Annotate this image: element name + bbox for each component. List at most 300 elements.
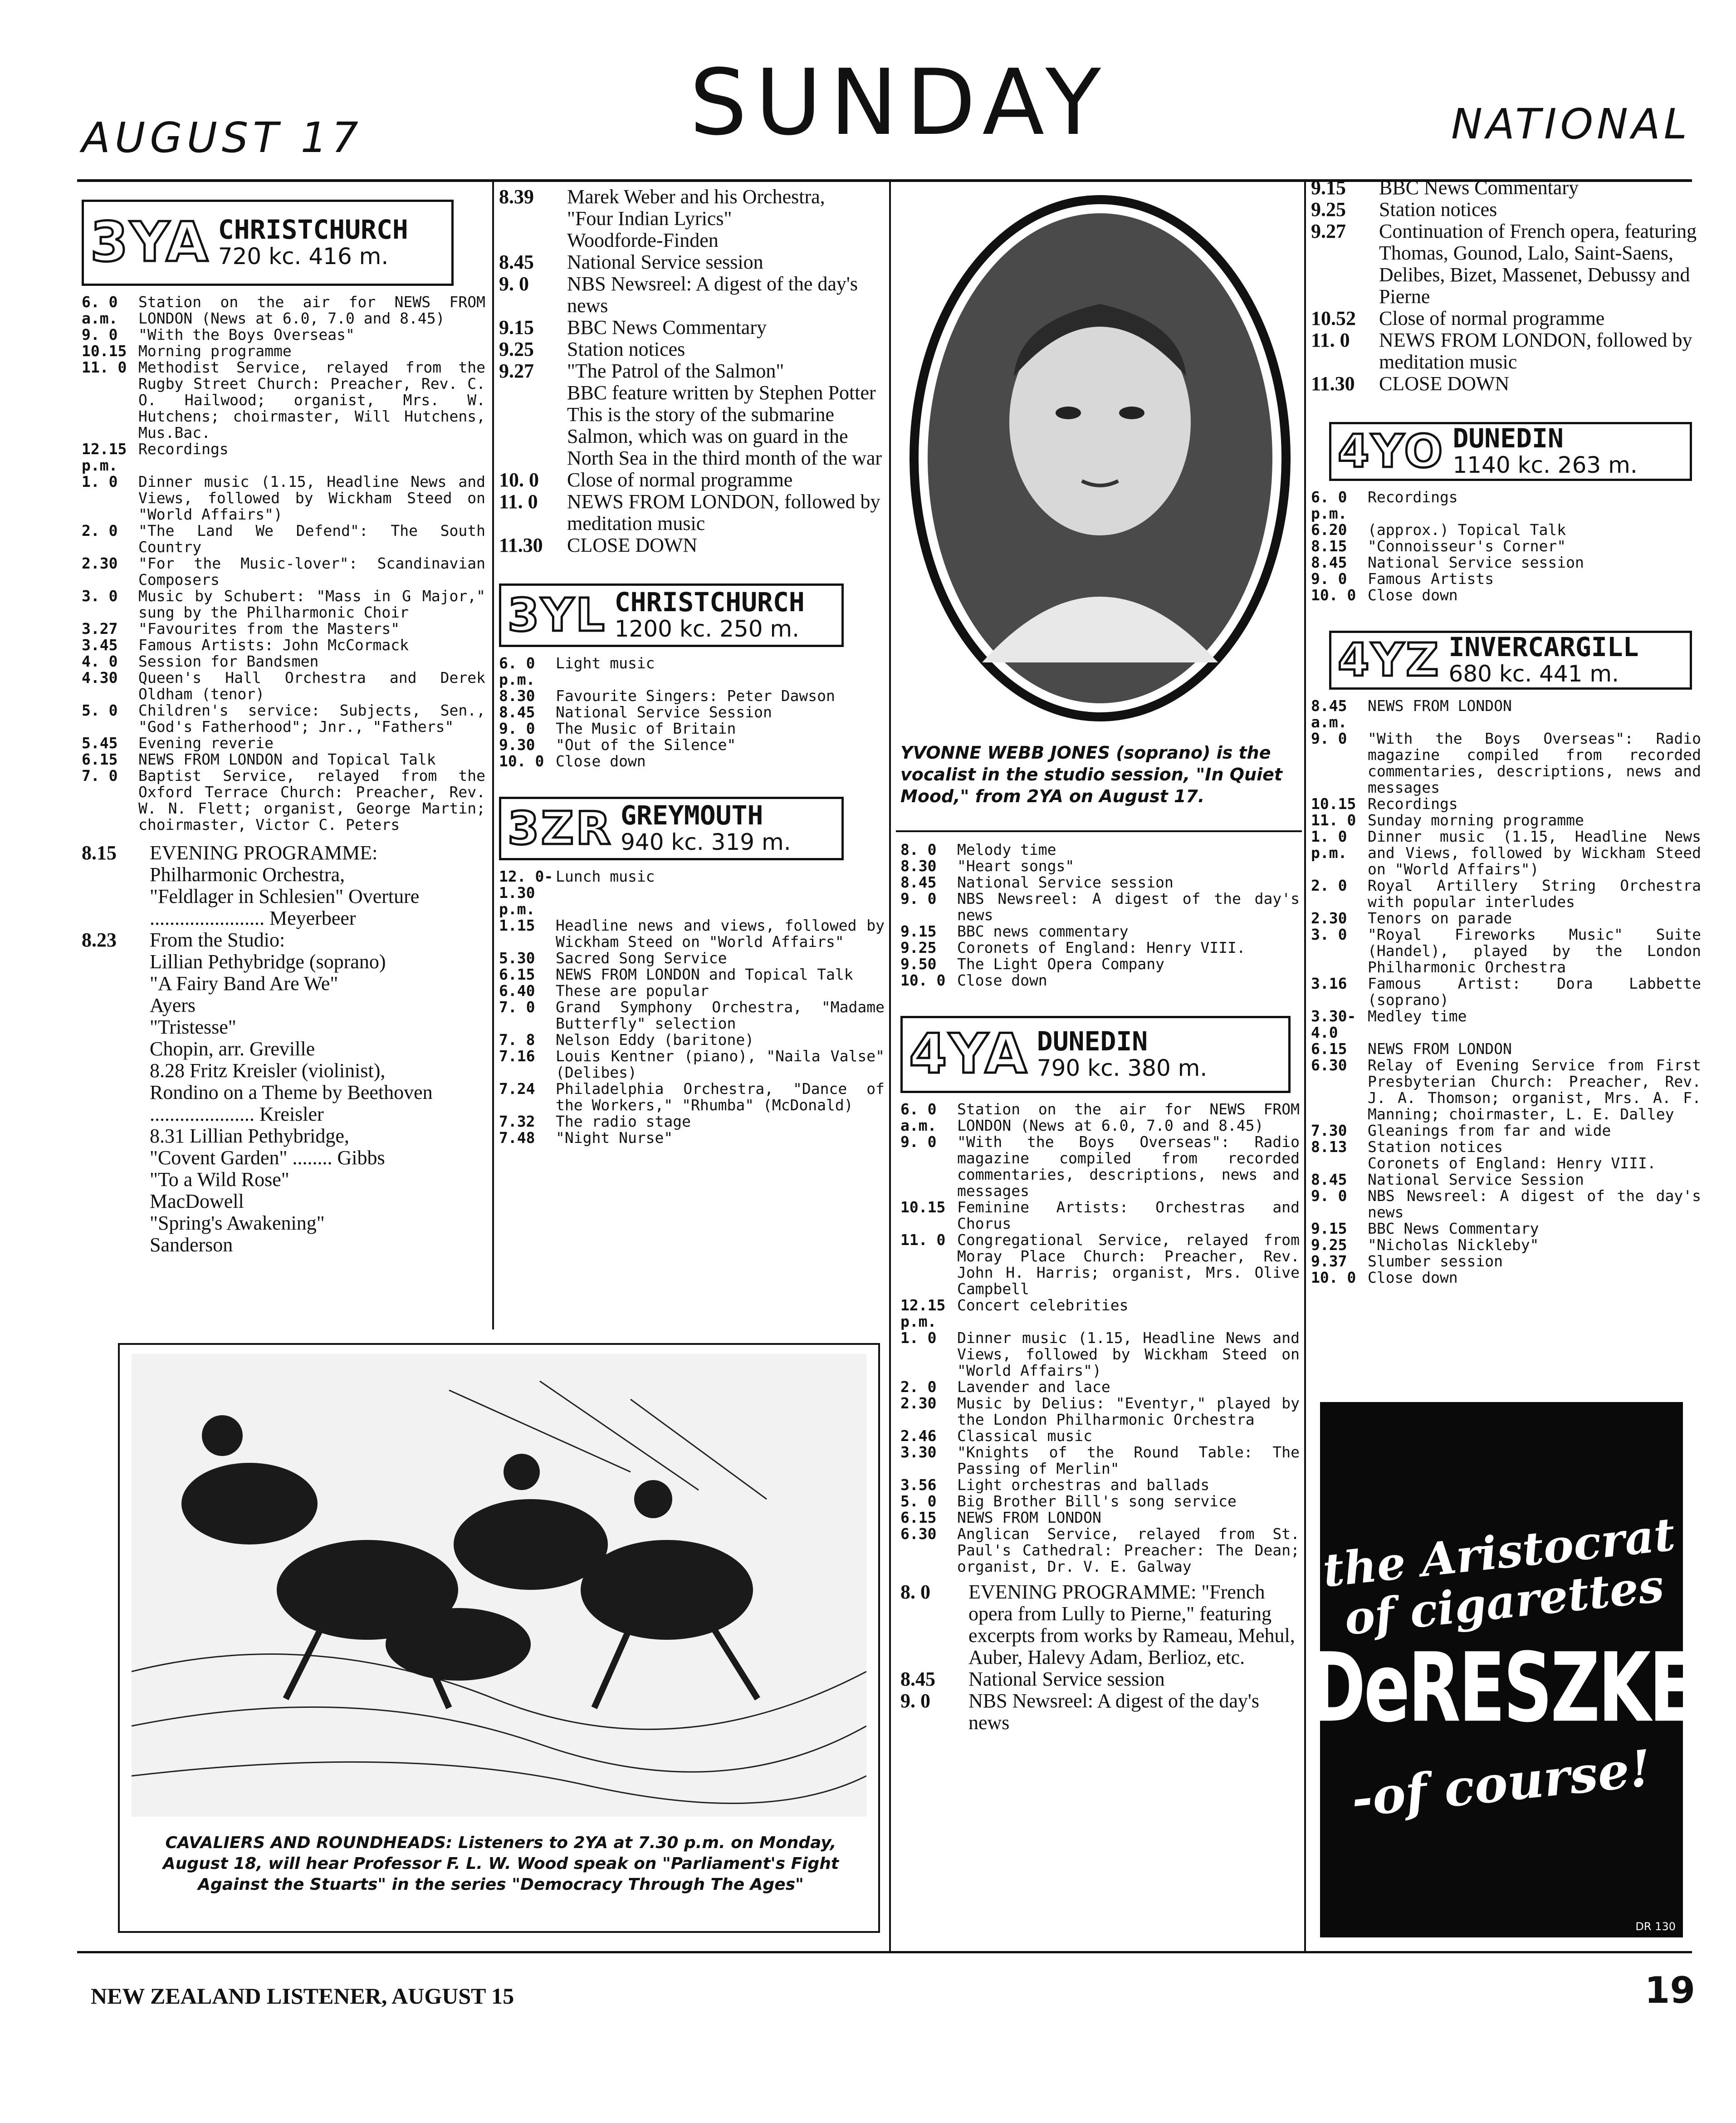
programme-entry bbox=[1311, 1172, 1701, 1188]
programme-title: Grand Symphony Orchestra, "Madame Butterfly" selection bbox=[556, 998, 885, 1032]
programme-time: 6.30 bbox=[900, 1525, 937, 1543]
programme-time: 6.20 bbox=[1311, 521, 1347, 539]
programme-title: "Favourites from the Masters" bbox=[138, 620, 400, 637]
programme-entry bbox=[499, 251, 885, 273]
programme-title: Chopin, arr. Greville bbox=[150, 1038, 315, 1060]
programme-entry bbox=[900, 956, 1300, 972]
programme-time: 8.30 bbox=[499, 687, 535, 705]
programme-time: 9.27 bbox=[1311, 220, 1346, 242]
programme-time: 11.30 bbox=[499, 534, 543, 556]
programme-title: Melody time bbox=[957, 842, 1056, 858]
programme-time: 8.13 bbox=[1311, 1138, 1347, 1156]
programme-entry bbox=[499, 966, 885, 983]
station-call-sign: 4YZ bbox=[1338, 633, 1441, 686]
programme-entry bbox=[900, 1379, 1300, 1395]
programme-title: Session for Bandsmen bbox=[138, 652, 319, 670]
programme-entry bbox=[1311, 554, 1701, 571]
programme-list bbox=[499, 186, 885, 556]
programme-entry bbox=[499, 950, 885, 966]
programme-title: NEWS FROM LONDON bbox=[1368, 1040, 1512, 1058]
programme-time: 9. 0 bbox=[900, 1133, 937, 1151]
programme-time: 7.48 bbox=[499, 1129, 535, 1147]
programme-entry bbox=[900, 858, 1300, 874]
programme-entry bbox=[499, 917, 885, 950]
programme-title: Music by Schubert: "Mass in G Major," sung by the Philharmonic Choir bbox=[138, 587, 485, 621]
caption-rule bbox=[896, 830, 1302, 832]
programme-title: Station notices bbox=[1379, 198, 1497, 221]
programme-time bbox=[82, 1082, 150, 1125]
programme-title: Close down bbox=[1368, 1269, 1458, 1286]
programme-title: Light orchestras and ballads bbox=[957, 1476, 1210, 1494]
illustration-frame bbox=[118, 1343, 880, 1933]
column-divider bbox=[492, 181, 494, 1329]
programme-entry bbox=[82, 768, 485, 833]
programme-time: 10. 0 bbox=[900, 971, 946, 989]
ad-tagline: the Aristocrat of cigarettes bbox=[1320, 1507, 1677, 1645]
programme-title: "Covent Garden" ........ Gibbs bbox=[150, 1147, 385, 1169]
programme-title: CLOSE DOWN bbox=[1379, 373, 1510, 395]
programme-title: These are popular bbox=[556, 982, 709, 1000]
programme-title: Baptist Service, relayed from the Oxford Terrace Church: Preacher, Rev. W. N. Flett; organist, George Martin; choirmaster, Victor C. Peters bbox=[138, 767, 485, 834]
programme-time: 9. 0 bbox=[1311, 730, 1347, 747]
column-4 bbox=[1311, 177, 1701, 1393]
programme-time bbox=[499, 404, 567, 469]
programme-time: 2.30 bbox=[82, 554, 118, 572]
programme-title: Favourite Singers: Peter Dawson bbox=[556, 687, 835, 705]
programme-entry bbox=[499, 1130, 885, 1146]
programme-entry bbox=[499, 753, 885, 770]
programme-title: National Service Session bbox=[1368, 1171, 1584, 1188]
programme-title: From the Studio: bbox=[150, 929, 285, 951]
programme-entry bbox=[499, 1113, 885, 1130]
programme-title: Dinner music (1.15, Headline News and Views, followed by Wickham Steed on "World Affairs") bbox=[957, 1329, 1300, 1379]
station-frequency: 1200 kc. 250 m. bbox=[614, 616, 800, 642]
programme-entry bbox=[499, 1032, 885, 1048]
programme-title: EVENING PROGRAMME: bbox=[150, 842, 378, 864]
programme-entry bbox=[900, 1134, 1300, 1199]
programme-title: MacDowell bbox=[150, 1190, 244, 1212]
programme-time bbox=[82, 1234, 150, 1256]
programme-entry bbox=[499, 534, 885, 556]
station-city: DUNEDIN bbox=[1037, 1025, 1148, 1057]
programme-title: Famous Artists bbox=[1368, 570, 1494, 588]
programme-title: Recordings bbox=[1368, 488, 1458, 506]
programme-title: Recordings bbox=[138, 440, 229, 458]
programme-entry bbox=[82, 637, 485, 653]
station-city: GREYMOUTH bbox=[621, 799, 763, 831]
programme-list bbox=[1311, 489, 1701, 603]
programme-title: Gleanings from far and wide bbox=[1368, 1122, 1611, 1139]
page-date: AUGUST 17 bbox=[82, 113, 363, 162]
programme-entry bbox=[82, 1038, 485, 1060]
programme-entry bbox=[1311, 373, 1701, 395]
programme-entry bbox=[82, 555, 485, 588]
programme-time: 8.39 bbox=[499, 186, 534, 208]
station-frequency: 940 kc. 319 m. bbox=[621, 829, 791, 856]
programme-entry bbox=[1311, 1221, 1701, 1237]
programme-entry bbox=[1311, 1123, 1701, 1139]
programme-title: Sanderson bbox=[150, 1234, 233, 1256]
programme-entry bbox=[1311, 329, 1701, 373]
programme-title: "To a Wild Rose" bbox=[150, 1168, 289, 1191]
station-frequency: 720 kc. 416 m. bbox=[218, 243, 389, 270]
programme-entry bbox=[82, 842, 485, 864]
programme-time: 5. 0 bbox=[900, 1492, 937, 1510]
programme-list bbox=[1311, 177, 1701, 395]
programme-time: 9.37 bbox=[1311, 1252, 1347, 1270]
programme-time: 5.45 bbox=[82, 734, 118, 752]
programme-time: 10.15 bbox=[82, 342, 127, 360]
station-call-sign: 4YA bbox=[909, 1023, 1029, 1086]
page-number: 19 bbox=[1644, 1969, 1695, 2011]
programme-title: National Service session bbox=[567, 251, 763, 273]
programme-time: 8.45 a.m. bbox=[1311, 697, 1347, 731]
programme-time: 9.27 bbox=[499, 360, 534, 382]
programme-entry bbox=[1311, 1139, 1701, 1155]
programme-title: NEWS FROM LONDON bbox=[1368, 697, 1512, 715]
programme-title: "Spring's Awakening" bbox=[150, 1212, 325, 1234]
station-call-sign: 3YL bbox=[508, 588, 606, 642]
programme-time: 7.32 bbox=[499, 1113, 535, 1130]
programme-time: 4.30 bbox=[82, 669, 118, 686]
programme-entry bbox=[900, 1199, 1300, 1232]
programme-entry bbox=[900, 1510, 1300, 1526]
programme-list bbox=[1311, 698, 1701, 1286]
programme-time: 11. 0 bbox=[1311, 329, 1350, 351]
programme-entry bbox=[900, 874, 1300, 891]
programme-time: 8. 0 bbox=[900, 842, 937, 858]
programme-entry bbox=[82, 929, 485, 951]
station-logo bbox=[1329, 422, 1692, 481]
programme-time: 10. 0 bbox=[499, 752, 544, 770]
programme-entry bbox=[1311, 698, 1701, 731]
programme-title: "With the Boys Overseas" bbox=[138, 326, 355, 343]
programme-title: The Light Opera Company bbox=[957, 955, 1164, 973]
programme-time: 1. 0 bbox=[82, 473, 118, 490]
programme-title: Louis Kentner (piano), "Naila Valse" (Delibes) bbox=[556, 1047, 885, 1081]
programme-entry bbox=[1311, 308, 1701, 329]
programme-title: Congregational Service, relayed from Moray Place Church: Preacher, Rev. John H. Harris; organist, Mrs. Olive Campbell bbox=[957, 1231, 1300, 1298]
footer-rule bbox=[77, 1951, 1692, 1953]
programme-title: NEWS FROM LONDON, followed by meditation music bbox=[1379, 329, 1692, 373]
programme-time: 10.52 bbox=[1311, 307, 1356, 329]
programme-entry bbox=[82, 1234, 485, 1256]
programme-entry bbox=[82, 441, 485, 474]
programme-title: BBC News Commentary bbox=[1379, 177, 1579, 199]
programme-entry bbox=[900, 1690, 1300, 1734]
programme-entry bbox=[82, 653, 485, 670]
programme-entry bbox=[499, 737, 885, 753]
programme-entry bbox=[82, 523, 485, 555]
programme-title: National Service session bbox=[957, 873, 1174, 891]
programme-title: CLOSE DOWN bbox=[567, 534, 698, 556]
programme-title: "Four Indian Lyrics" bbox=[567, 207, 732, 230]
programme-title: (approx.) Topical Talk bbox=[1368, 521, 1566, 539]
programme-time bbox=[82, 1147, 150, 1169]
programme-title: Queen's Hall Orchestra and Derek Oldham (tenor) bbox=[138, 669, 485, 703]
programme-title: National Service session bbox=[1368, 554, 1584, 571]
column-divider bbox=[1304, 181, 1306, 1951]
programme-time: 8.45 bbox=[499, 703, 535, 721]
programme-title: "With the Boys Overseas": Radio magazine compiled from recorded commentaries, descriptions, news and messages bbox=[957, 1133, 1300, 1200]
programme-title: Evening reverie bbox=[138, 734, 274, 752]
programme-title: Close down bbox=[556, 752, 646, 770]
ad-brand: DeRESZKE bbox=[1309, 1633, 1694, 1744]
programme-title: "Night Nurse" bbox=[556, 1129, 673, 1147]
programme-entry bbox=[499, 360, 885, 382]
programme-entry bbox=[1311, 1237, 1701, 1253]
station-city: CHRISTCHURCH bbox=[614, 586, 805, 618]
programme-title: Anglican Service, relayed from St. Paul's Cathedral: Preacher: The Dean; organist, Dr. V. E. Galway bbox=[957, 1525, 1300, 1575]
programme-time: 11.30 bbox=[1311, 373, 1355, 395]
programme-list bbox=[900, 1101, 1300, 1575]
programme-title: Station notices bbox=[1368, 1138, 1503, 1156]
programme-title: "Royal Fireworks Music" Suite (Handel), played by the London Philharmonic Orchestra bbox=[1368, 926, 1701, 976]
station-city: INVERCARGILL bbox=[1448, 631, 1639, 662]
programme-time bbox=[82, 951, 150, 973]
programme-time: 9. 0 bbox=[900, 890, 937, 907]
programme-entry bbox=[82, 294, 485, 327]
evening-programme bbox=[900, 1581, 1300, 1734]
programme-time: 3.16 bbox=[1311, 975, 1347, 992]
programme-time bbox=[499, 230, 567, 251]
programme-time bbox=[82, 995, 150, 1016]
programme-title: Recordings bbox=[1368, 795, 1458, 813]
programme-entry bbox=[900, 1330, 1300, 1379]
programme-time: 7. 0 bbox=[499, 998, 535, 1016]
programme-time: 8.45 bbox=[1311, 1171, 1347, 1188]
programme-time bbox=[82, 1038, 150, 1060]
programme-entry bbox=[82, 1212, 485, 1234]
programme-time: 1. 0 bbox=[900, 1329, 937, 1347]
advertisement bbox=[1309, 1402, 1694, 1937]
programme-time: 8.45 bbox=[499, 251, 534, 273]
programme-time: 1. 0 p.m. bbox=[1311, 828, 1347, 862]
programme-title: Marek Weber and his Orchestra, bbox=[567, 186, 825, 208]
programme-time: 9.25 bbox=[1311, 1236, 1347, 1254]
programme-time: 2. 0 bbox=[900, 1378, 937, 1396]
programme-title: Woodforde-Finden bbox=[567, 229, 719, 251]
programme-title: 8.28 Fritz Kreisler (violinist), bbox=[150, 1059, 386, 1082]
programme-entry bbox=[1311, 221, 1701, 308]
portrait-frame bbox=[900, 186, 1300, 731]
programme-time: 6.15 bbox=[499, 966, 535, 983]
illustration-caption: CAVALIERS AND ROUNDHEADS: Listeners to 2YA at 7.30 p.m. on Monday, August 18, will hear Professor F. L. W. Wood speak on "Parliament's Fight Against the Stuarts" in the series "Democracy Through The Ages" bbox=[162, 1834, 839, 1894]
programme-entry bbox=[1311, 910, 1701, 927]
programme-title: NEWS FROM LONDON and Topical Talk bbox=[556, 966, 853, 983]
programme-title: Sunday morning programme bbox=[1368, 811, 1584, 829]
column-2 bbox=[499, 186, 885, 1325]
programme-entry bbox=[499, 230, 885, 251]
programme-time bbox=[82, 886, 150, 929]
programme-entry bbox=[1311, 1057, 1701, 1123]
programme-time: 12. 0-1.30 p.m. bbox=[499, 868, 553, 918]
programme-entry bbox=[82, 951, 485, 973]
programme-title: NBS Newsreel: A digest of the day's news bbox=[968, 1690, 1259, 1734]
programme-title: Dinner music (1.15, Headline News and Views, followed by Wickham Steed on "World Affairs") bbox=[138, 473, 485, 523]
programme-entry bbox=[499, 404, 885, 469]
programme-title: National Service Session bbox=[556, 703, 772, 721]
programme-title: National Service session bbox=[968, 1668, 1165, 1690]
programme-title: Medley time bbox=[1368, 1007, 1467, 1025]
programme-time: 5. 0 bbox=[82, 701, 118, 719]
programme-title: 8.31 Lillian Pethybridge, bbox=[150, 1125, 349, 1147]
publication-footer: NEW ZEALAND LISTENER, AUGUST 15 bbox=[91, 1983, 514, 2009]
programme-entry bbox=[499, 704, 885, 721]
programme-time bbox=[82, 1060, 150, 1082]
programme-entry bbox=[499, 382, 885, 404]
programme-entry bbox=[900, 1101, 1300, 1134]
programme-entry bbox=[900, 1526, 1300, 1575]
programme-title: Big Brother Bill's song service bbox=[957, 1492, 1237, 1510]
programme-entry bbox=[900, 1581, 1300, 1668]
programme-entry bbox=[1311, 976, 1701, 1008]
programme-time: 11. 0 bbox=[900, 1231, 946, 1249]
programme-entry bbox=[499, 655, 885, 688]
programme-time: 8.15 bbox=[82, 842, 117, 864]
programme-time: 6.15 bbox=[82, 750, 118, 768]
programme-title: Slumber session bbox=[1368, 1252, 1503, 1270]
programme-entry bbox=[499, 999, 885, 1032]
programme-title: "With the Boys Overseas": Radio magazine compiled from recorded commentaries, descriptions, news and messages bbox=[1368, 730, 1701, 796]
programme-entry bbox=[900, 842, 1300, 858]
programme-entry bbox=[1311, 878, 1701, 910]
programme-title: Lillian Pethybridge (soprano) bbox=[150, 951, 386, 973]
cavalry-charge-illustration bbox=[132, 1354, 866, 1817]
programme-entry bbox=[1311, 199, 1701, 221]
programme-entry bbox=[900, 1668, 1300, 1690]
programme-entry bbox=[1311, 1041, 1701, 1057]
programme-entry bbox=[499, 317, 885, 338]
programme-entry bbox=[900, 1232, 1300, 1297]
programme-entry bbox=[499, 721, 885, 737]
programme-time: 8.30 bbox=[900, 857, 937, 875]
programme-title: Philadelphia Orchestra, "Dance of the Workers," "Rhumba" (McDonald) bbox=[556, 1080, 885, 1114]
programme-title: NBS Newsreel: A digest of the day's news bbox=[1368, 1187, 1701, 1221]
programme-title: Coronets of England: Henry VIII. bbox=[1368, 1154, 1656, 1172]
programme-time: 10. 0 bbox=[1311, 586, 1356, 604]
programme-entry bbox=[1311, 927, 1701, 976]
programme-entry bbox=[900, 1297, 1300, 1330]
programme-title: Famous Artists: John McCormack bbox=[138, 636, 409, 654]
portrait-photo bbox=[900, 186, 1300, 731]
programme-time: 6. 0 p.m. bbox=[1311, 488, 1347, 522]
programme-entry bbox=[1311, 1155, 1701, 1172]
programme-time: 6.15 bbox=[1311, 1040, 1347, 1058]
station-frequency: 680 kc. 441 m. bbox=[1448, 661, 1619, 687]
programme-title: Music by Delius: "Eventyr," played by the London Philharmonic Orchestra bbox=[957, 1394, 1300, 1428]
station-city: DUNEDIN bbox=[1452, 422, 1564, 454]
programme-title: Lunch music bbox=[556, 868, 655, 885]
programme-title: Station notices bbox=[567, 338, 685, 360]
programme-time: 9. 0 bbox=[499, 720, 535, 737]
page-day-title: SUNDAY bbox=[690, 50, 1109, 156]
programme-time: 9.30 bbox=[499, 736, 535, 754]
programme-time: 9.15 bbox=[900, 922, 937, 940]
programme-title: NEWS FROM LONDON bbox=[957, 1509, 1101, 1526]
programme-time: 8.15 bbox=[1311, 537, 1347, 555]
programme-time: 9. 0 bbox=[1311, 1187, 1347, 1205]
programme-title: Dinner music (1.15, Headline News and Views, followed by Wickham Steed on "World Affairs") bbox=[1368, 828, 1701, 878]
programme-title: Children's service: Subjects, Sen., "God's Fatherhood"; Jnr., "Fathers" bbox=[138, 701, 485, 735]
station-call-sign: 3YA bbox=[90, 211, 210, 274]
programme-entry bbox=[82, 1060, 485, 1082]
programme-time: 3.30 bbox=[900, 1443, 937, 1461]
programme-entry bbox=[1311, 522, 1701, 538]
programme-time: 7. 0 bbox=[82, 767, 118, 784]
programme-entry bbox=[1311, 1270, 1701, 1286]
programme-title: "For the Music-lover": Scandinavian Composers bbox=[138, 554, 485, 588]
programme-time: 6. 0 a.m. bbox=[82, 293, 118, 327]
programme-entry bbox=[82, 973, 485, 995]
programme-time: 10.15 bbox=[900, 1198, 946, 1216]
programme-title: Morning programme bbox=[138, 342, 292, 360]
programme-entry bbox=[82, 886, 485, 929]
programme-title: Continuation of French opera, featuring Thomas, Gounod, Lalo, Saint-Saens, Delibes, Bizet, Massenet, Debussy and Pierne bbox=[1379, 220, 1697, 308]
programme-time: 8.45 bbox=[900, 1668, 935, 1690]
programme-title: NBS Newsreel: A digest of the day's news bbox=[957, 890, 1300, 924]
programme-title: Nelson Eddy (baritone) bbox=[556, 1031, 754, 1049]
programme-time: 6. 0 a.m. bbox=[900, 1100, 937, 1134]
programme-time: 6.30 bbox=[1311, 1056, 1347, 1074]
programme-time: 7.24 bbox=[499, 1080, 535, 1098]
programme-entry bbox=[900, 1395, 1300, 1428]
programme-time bbox=[499, 382, 567, 404]
programme-title: Station on the air for NEWS FROM LONDON (News at 6.0, 7.0 and 8.45) bbox=[138, 293, 485, 327]
programme-time: 8.23 bbox=[82, 929, 117, 951]
programme-time: 8.45 bbox=[1311, 554, 1347, 571]
programme-title: The Music of Britain bbox=[556, 720, 736, 737]
programme-title: Sacred Song Service bbox=[556, 949, 727, 967]
programme-entry bbox=[900, 940, 1300, 956]
programme-time: 11. 0 bbox=[82, 358, 127, 376]
station-3ya bbox=[82, 200, 485, 1325]
programme-title: EVENING PROGRAMME: "French opera from Lully to Pierne," featuring excerpts from works by Rameau, Mehul, Auber, Halevy Adam, Berlioz, etc. bbox=[968, 1581, 1295, 1668]
programme-time: 9.25 bbox=[900, 939, 937, 956]
programme-title: Close down bbox=[1368, 586, 1458, 604]
programme-title: BBC News Commentary bbox=[567, 316, 767, 338]
column-3 bbox=[900, 842, 1300, 1944]
programme-title: The radio stage bbox=[556, 1113, 691, 1130]
programme-time: 3. 0 bbox=[1311, 926, 1347, 943]
ad-code: DR 130 bbox=[1635, 1920, 1676, 1933]
programme-time: 2.46 bbox=[900, 1427, 937, 1445]
column-divider bbox=[889, 181, 891, 1951]
programme-entry bbox=[1311, 587, 1701, 603]
programme-time: 12.15 p.m. bbox=[82, 440, 127, 474]
programme-time bbox=[82, 864, 150, 886]
programme-title: Feminine Artists: Orchestras and Chorus bbox=[957, 1198, 1300, 1232]
programme-time: 9.15 bbox=[1311, 1220, 1347, 1237]
section-label: NATIONAL bbox=[1451, 100, 1691, 148]
programme-title: "Knights of the Round Table: The Passing of Merlin" bbox=[957, 1443, 1300, 1477]
programme-entry bbox=[82, 702, 485, 735]
programme-entry bbox=[82, 359, 485, 441]
programme-time bbox=[82, 1125, 150, 1147]
programme-title: Headline news and views, followed by Wickham Steed on "World Affairs" bbox=[556, 917, 885, 951]
evening-programme bbox=[82, 842, 485, 1256]
programme-entry bbox=[82, 1191, 485, 1212]
programme-entry bbox=[82, 735, 485, 751]
programme-entry bbox=[900, 1444, 1300, 1477]
station-frequency: 790 kc. 380 m. bbox=[1037, 1055, 1208, 1082]
programme-title: "Heart songs" bbox=[957, 857, 1075, 875]
programme-time bbox=[82, 1016, 150, 1038]
programme-entry bbox=[82, 751, 485, 768]
programme-time: 11. 0 bbox=[499, 490, 538, 513]
programme-title: Lavender and lace bbox=[957, 1378, 1110, 1396]
programme-title: Light music bbox=[556, 654, 655, 672]
